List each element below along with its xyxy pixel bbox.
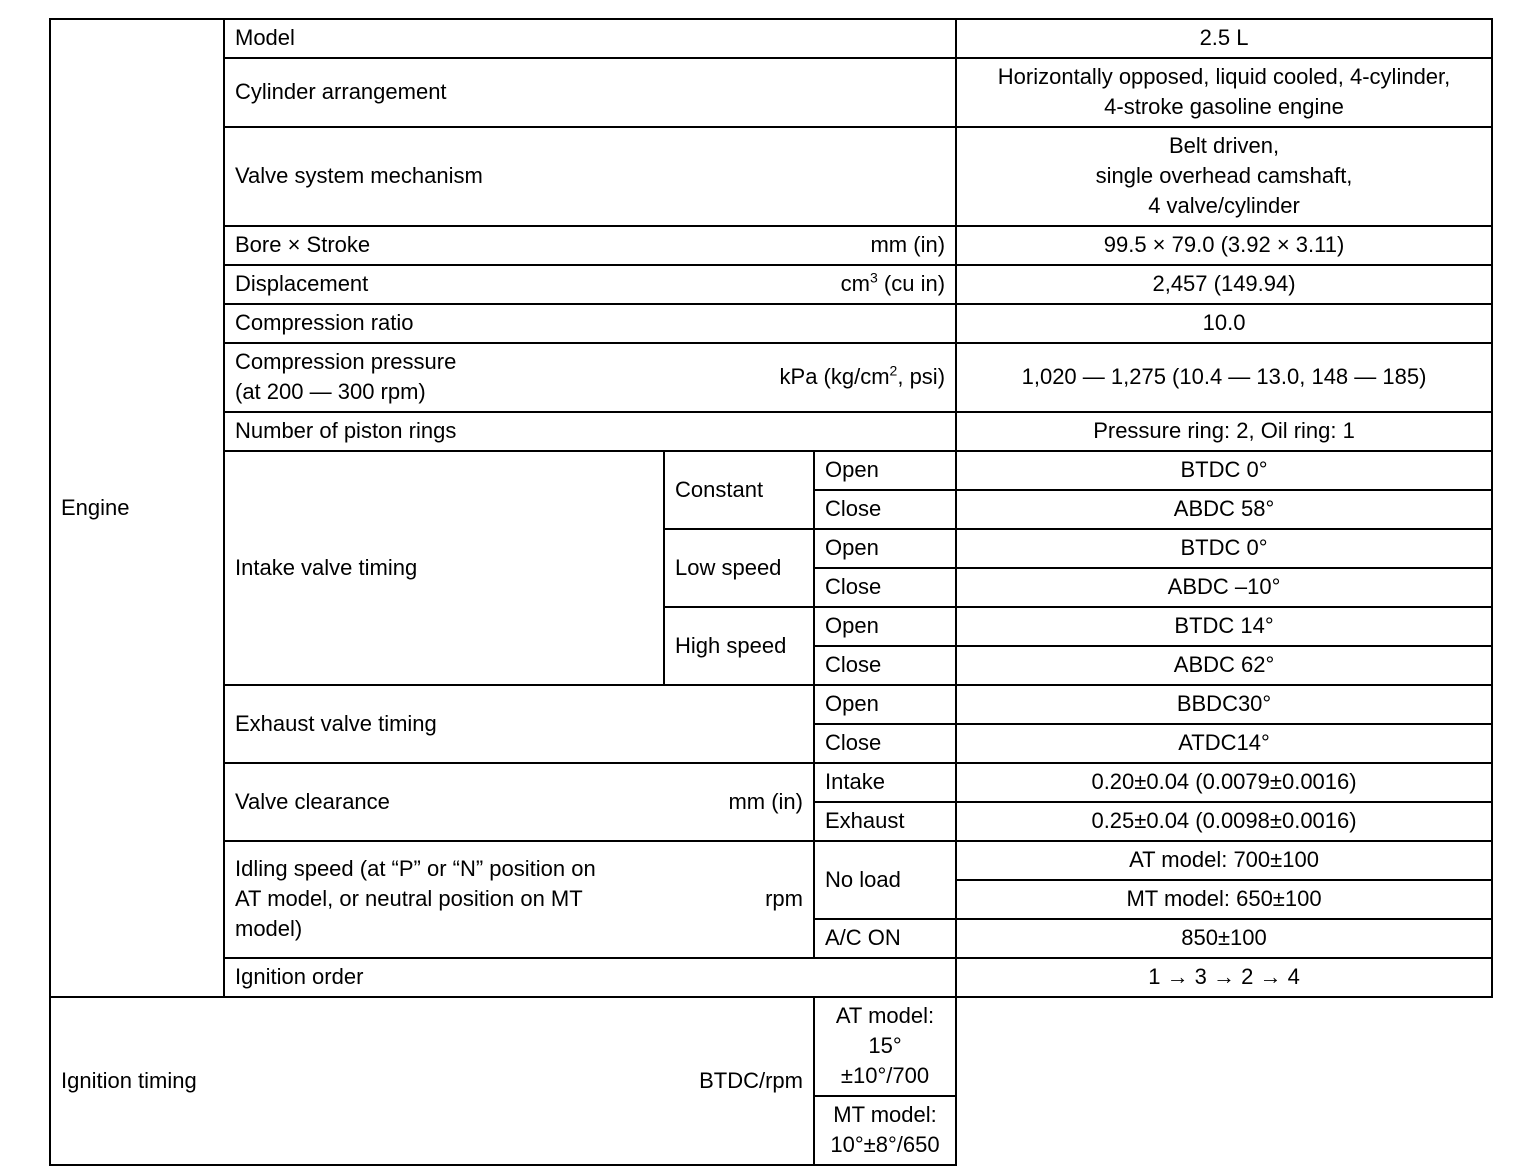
displacement-unit-post: (cu in): [877, 271, 946, 296]
valve-system-line-1: Belt driven,: [1169, 133, 1280, 158]
valve-system-line-3: 4 valve/cylinder: [1148, 193, 1300, 218]
idling-speed-label-line-1: Idling speed (at “P” or “N” position on: [235, 856, 596, 881]
exhaust-close-label: Close: [814, 724, 956, 763]
displacement-unit-sup: 3: [869, 269, 878, 286]
ignition-timing-mt-value: MT model: 10°±8°/650: [814, 1096, 956, 1165]
valve-clearance-intake-value: 0.20±0.04 (0.0079±0.0016): [956, 763, 1492, 802]
intake-high-close-value: ABDC 62°: [956, 646, 1492, 685]
row-valve-system: [50, 127, 1492, 226]
intake-constant-open-value: BTDC 0°: [956, 451, 1492, 490]
engine-label-text: Engine: [61, 494, 130, 520]
bore-stroke-value: 99.5 × 79.0 (3.92 × 3.11): [956, 226, 1492, 265]
valve-clearance-unit: mm (in): [728, 788, 803, 814]
intake-high-close-label: Close: [814, 646, 956, 685]
intake-constant-label: Constant: [664, 451, 814, 529]
row-idling-at: [50, 841, 1492, 880]
compression-pressure-unit-post: , psi): [897, 364, 946, 389]
compression-ratio-label: Compression ratio: [224, 304, 956, 343]
ignition-order-label: Ignition order: [224, 958, 956, 997]
intake-high-speed-label: High speed: [664, 607, 814, 685]
idling-ac-on-value: 850±100: [956, 919, 1492, 958]
idling-speed-label-line-3: model): [235, 916, 303, 941]
idling-no-load-mt-value: MT model: 650±100: [956, 880, 1492, 919]
exhaust-close-value: ATDC14°: [956, 724, 1492, 763]
intake-low-open-label: Open: [814, 529, 956, 568]
compression-ratio-value: 10.0: [956, 304, 1492, 343]
idling-speed-label-line-2: AT model, or neutral position on MT: [235, 886, 583, 911]
idling-no-load-at-value: AT model: 700±100: [956, 841, 1492, 880]
idling-speed-label: [235, 854, 596, 944]
intake-low-close-label: Close: [814, 568, 956, 607]
compression-pressure-label: [235, 347, 456, 407]
bore-stroke-label-cell: [224, 226, 956, 265]
valve-clearance-intake-label: Intake: [814, 763, 956, 802]
row-cylinder-arrangement: [50, 58, 1492, 127]
bore-stroke-label: Bore × Stroke: [235, 232, 371, 257]
intake-low-open-value: BTDC 0°: [956, 529, 1492, 568]
row-compression-pressure: [50, 343, 1492, 412]
ignition-timing-unit: BTDC/rpm: [699, 1067, 803, 1093]
valve-clearance-exhaust-value: 0.25±0.04 (0.0098±0.0016): [956, 802, 1492, 841]
valve-system-label: Valve system mechanism: [224, 127, 956, 226]
row-ignition-timing-at: [50, 997, 1492, 1096]
row-valve-clearance-intake: [50, 763, 1492, 802]
intake-constant-open-label: Open: [814, 451, 956, 490]
engine-spec-table: [49, 18, 1493, 1166]
idling-speed-unit: rpm: [765, 886, 803, 911]
row-bore-stroke: [50, 226, 1492, 265]
ignition-timing-at-value: AT model: 15°±10°/700: [814, 997, 956, 1096]
ignition-timing-label: Ignition timing: [61, 1067, 197, 1093]
exhaust-valve-timing-label: Exhaust valve timing: [224, 685, 814, 763]
cylinder-arrangement-label: Cylinder arrangement: [224, 58, 956, 127]
valve-clearance-exhaust-label: Exhaust: [814, 802, 956, 841]
row-displacement: [50, 265, 1492, 304]
idling-no-load-label: No load: [814, 841, 956, 919]
piston-rings-label: Number of piston rings: [224, 412, 956, 451]
compression-pressure-unit-sup: 2: [889, 362, 898, 379]
intake-constant-close-value: ABDC 58°: [956, 490, 1492, 529]
valve-clearance-label: Valve clearance: [235, 788, 390, 814]
model-label: Model: [224, 19, 956, 58]
engine-section-label: [50, 19, 224, 997]
intake-constant-close-label: Close: [814, 490, 956, 529]
intake-low-speed-label: Low speed: [664, 529, 814, 607]
piston-rings-value: Pressure ring: 2, Oil ring: 1: [956, 412, 1492, 451]
displacement-value: 2,457 (149.94): [956, 265, 1492, 304]
intake-high-open-value: BTDC 14°: [956, 607, 1492, 646]
idling-speed-label-cell: [224, 841, 814, 958]
valve-system-value: [956, 127, 1492, 226]
row-piston-rings: [50, 412, 1492, 451]
cylinder-arrangement-value: [956, 58, 1492, 127]
ignition-order-value: 1 → 3 → 2 → 4: [956, 958, 1492, 997]
displacement-unit: [833, 269, 945, 299]
cylinder-arrangement-line-1: Horizontally opposed, liquid cooled, 4-cylinder,: [997, 64, 1451, 89]
row-exhaust-open: [50, 685, 1492, 724]
compression-pressure-label-cell: [224, 343, 956, 412]
displacement-label-cell: [224, 265, 956, 304]
displacement-unit-pre: cm: [840, 271, 870, 296]
valve-clearance-label-cell: [224, 763, 814, 841]
row-intake-constant-open: [50, 451, 1492, 490]
row-model: [50, 19, 1492, 58]
row-compression-ratio: [50, 304, 1492, 343]
row-ignition-order: [50, 958, 1492, 997]
intake-high-open-label: Open: [814, 607, 956, 646]
valve-system-line-2: single overhead camshaft,: [1095, 163, 1353, 188]
bore-stroke-unit: mm (in): [870, 232, 946, 257]
cylinder-arrangement-line-2: 4-stroke gasoline engine: [1104, 94, 1344, 119]
compression-pressure-label-line-2: (at 200 — 300 rpm): [235, 379, 426, 404]
model-value: 2.5 L: [956, 19, 1492, 58]
compression-pressure-label-line-1: Compression pressure: [235, 349, 457, 374]
compression-pressure-value: 1,020 — 1,275 (10.4 — 13.0, 148 — 185): [956, 343, 1492, 412]
compression-pressure-unit-pre: kPa (kg/cm: [779, 364, 890, 389]
ignition-timing-label-cell: [50, 997, 814, 1165]
exhaust-open-label: Open: [814, 685, 956, 724]
intake-valve-timing-label: Intake valve timing: [224, 451, 664, 685]
idling-ac-on-label: A/C ON: [814, 919, 956, 958]
displacement-label: Displacement: [235, 271, 369, 296]
exhaust-open-value: BBDC30°: [956, 685, 1492, 724]
compression-pressure-unit: [772, 362, 946, 392]
intake-low-close-value: ABDC –10°: [956, 568, 1492, 607]
